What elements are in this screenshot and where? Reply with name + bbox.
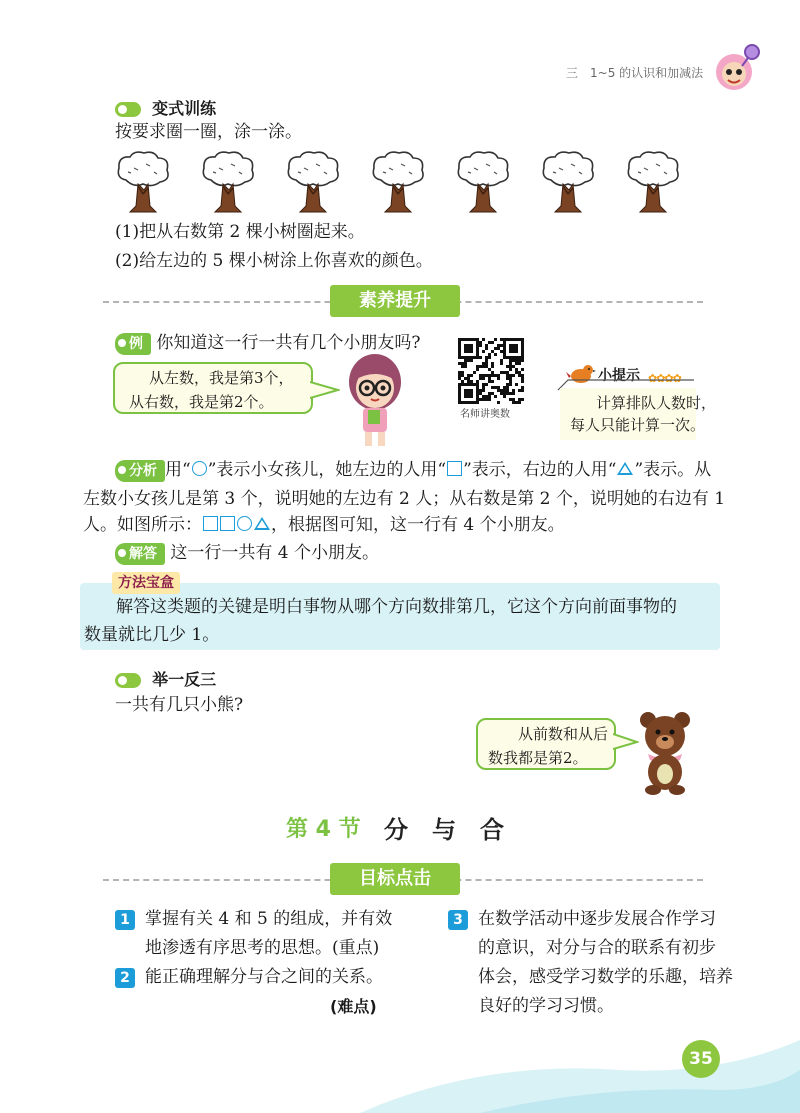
- goal-2: 2 能正确理解分与合之间的关系。: [115, 963, 383, 992]
- literacy-banner: 素养提升: [330, 285, 460, 317]
- section-title: 分 与 合: [384, 816, 504, 844]
- chapter-header: 三 1~5 的认识和加减法: [566, 66, 704, 80]
- goal-number-badge: 2: [115, 968, 135, 988]
- tip-flowers-icon: ✿✿✿✿: [648, 372, 681, 385]
- example-tag: 例: [115, 333, 151, 355]
- goal-number-badge: 1: [115, 910, 135, 930]
- bubble-tail-icon: [310, 380, 340, 402]
- tip-line2: 每人只能计算一次。: [570, 416, 706, 434]
- practice-heading: 举一反三: [115, 667, 216, 690]
- girl-speech-bubble: [113, 362, 313, 414]
- tree-icon: [199, 150, 257, 214]
- tree-icon: [369, 150, 427, 214]
- analysis-tag: 分析: [115, 460, 165, 482]
- lineup-diagram: [202, 515, 271, 535]
- practice-question: 一共有几只小熊?: [115, 695, 244, 715]
- goals-banner: 目标点击: [330, 863, 460, 895]
- triangle-symbol-icon: [254, 517, 270, 530]
- square-symbol-icon: [447, 461, 462, 476]
- bear-speech-bubble: [476, 718, 616, 770]
- tree-icon: [114, 150, 172, 214]
- qr-code: [458, 338, 524, 404]
- variation-instruction: 按要求圈一圈，涂一涂。: [115, 122, 302, 142]
- method-line1: 解答这类题的关键是明白事物从哪个方向数排第几，它这个方向前面事物的: [116, 597, 677, 617]
- bear-speech-line1: 从前数和从后: [518, 725, 609, 743]
- bottom-wave-decoration: [360, 1030, 800, 1113]
- tip-title: 小提示: [598, 368, 640, 384]
- answer-line: 解答 这一行一共有 4 个小朋友。: [115, 538, 379, 568]
- bear-speech-line2: 数我都是第2。: [488, 749, 588, 767]
- method-line2: 数量就比几少 1。: [84, 625, 220, 645]
- girl-illustration: [345, 350, 405, 450]
- example-question: 你知道这一行一共有几个小朋友吗?: [156, 333, 421, 353]
- mascot-icon: [712, 40, 764, 96]
- goal-2-difficulty: (难点): [330, 997, 377, 1016]
- tree-row: [114, 150, 674, 220]
- tree-icon: [624, 150, 682, 214]
- circle-symbol-icon: [192, 461, 207, 476]
- variation-heading: 变式训练: [115, 96, 216, 119]
- method-title: 方法宝盒: [112, 572, 180, 594]
- tip-line1: 计算排队人数时，: [596, 394, 717, 412]
- section-number: 第 4 节: [286, 817, 361, 842]
- analysis-line3: 人。如图所示： ，根据图可知，这一行有 4 个小朋友。: [83, 515, 565, 535]
- girl-speech-line1: 从左数，我是第3个，: [149, 369, 294, 387]
- analysis-line1: 分析 用“ ”表示小女孩儿，她左边的人用“ ”表示，右边的人用“ ”表示。从: [115, 455, 711, 485]
- page-number: 35: [682, 1040, 720, 1078]
- pill-icon: [115, 102, 141, 117]
- triangle-symbol-icon: [617, 462, 633, 475]
- analysis-line2: 左数小女孩儿是第 3 个，说明她的左边有 2 人；从右数是第 2 个，说明她的右边有 1: [83, 489, 726, 509]
- square-symbol-icon: [203, 516, 218, 531]
- square-symbol-icon: [220, 516, 235, 531]
- tree-icon: [539, 150, 597, 214]
- goal-number-badge: 3: [448, 910, 468, 930]
- bear-illustration: [636, 710, 694, 796]
- answer-tag: 解答: [115, 543, 165, 565]
- tree-icon: [284, 150, 342, 214]
- pill-icon: [115, 673, 141, 688]
- tree-icon: [454, 150, 512, 214]
- qr-caption: 名师讲奥数: [460, 409, 510, 420]
- goal-3: 3 在数学活动中逐步发展合作学习 的意识，对分与合的联系有初步 体会，感受学习数学的乐趣，培养 良好的学习习惯。: [448, 905, 733, 1021]
- variation-q1: (1)把从右数第 2 棵小树圈起来。: [115, 222, 365, 242]
- girl-speech-line2: 从右数，我是第2个。: [129, 393, 274, 411]
- circle-symbol-icon: [237, 516, 252, 531]
- tip-box: [560, 388, 717, 440]
- goal-1: 1 掌握有关 4 和 5 的组成，并有效 地渗透有序思考的思想。(重点): [115, 905, 392, 963]
- variation-q2: (2)给左边的 5 棵小树涂上你喜欢的颜色。: [115, 251, 433, 271]
